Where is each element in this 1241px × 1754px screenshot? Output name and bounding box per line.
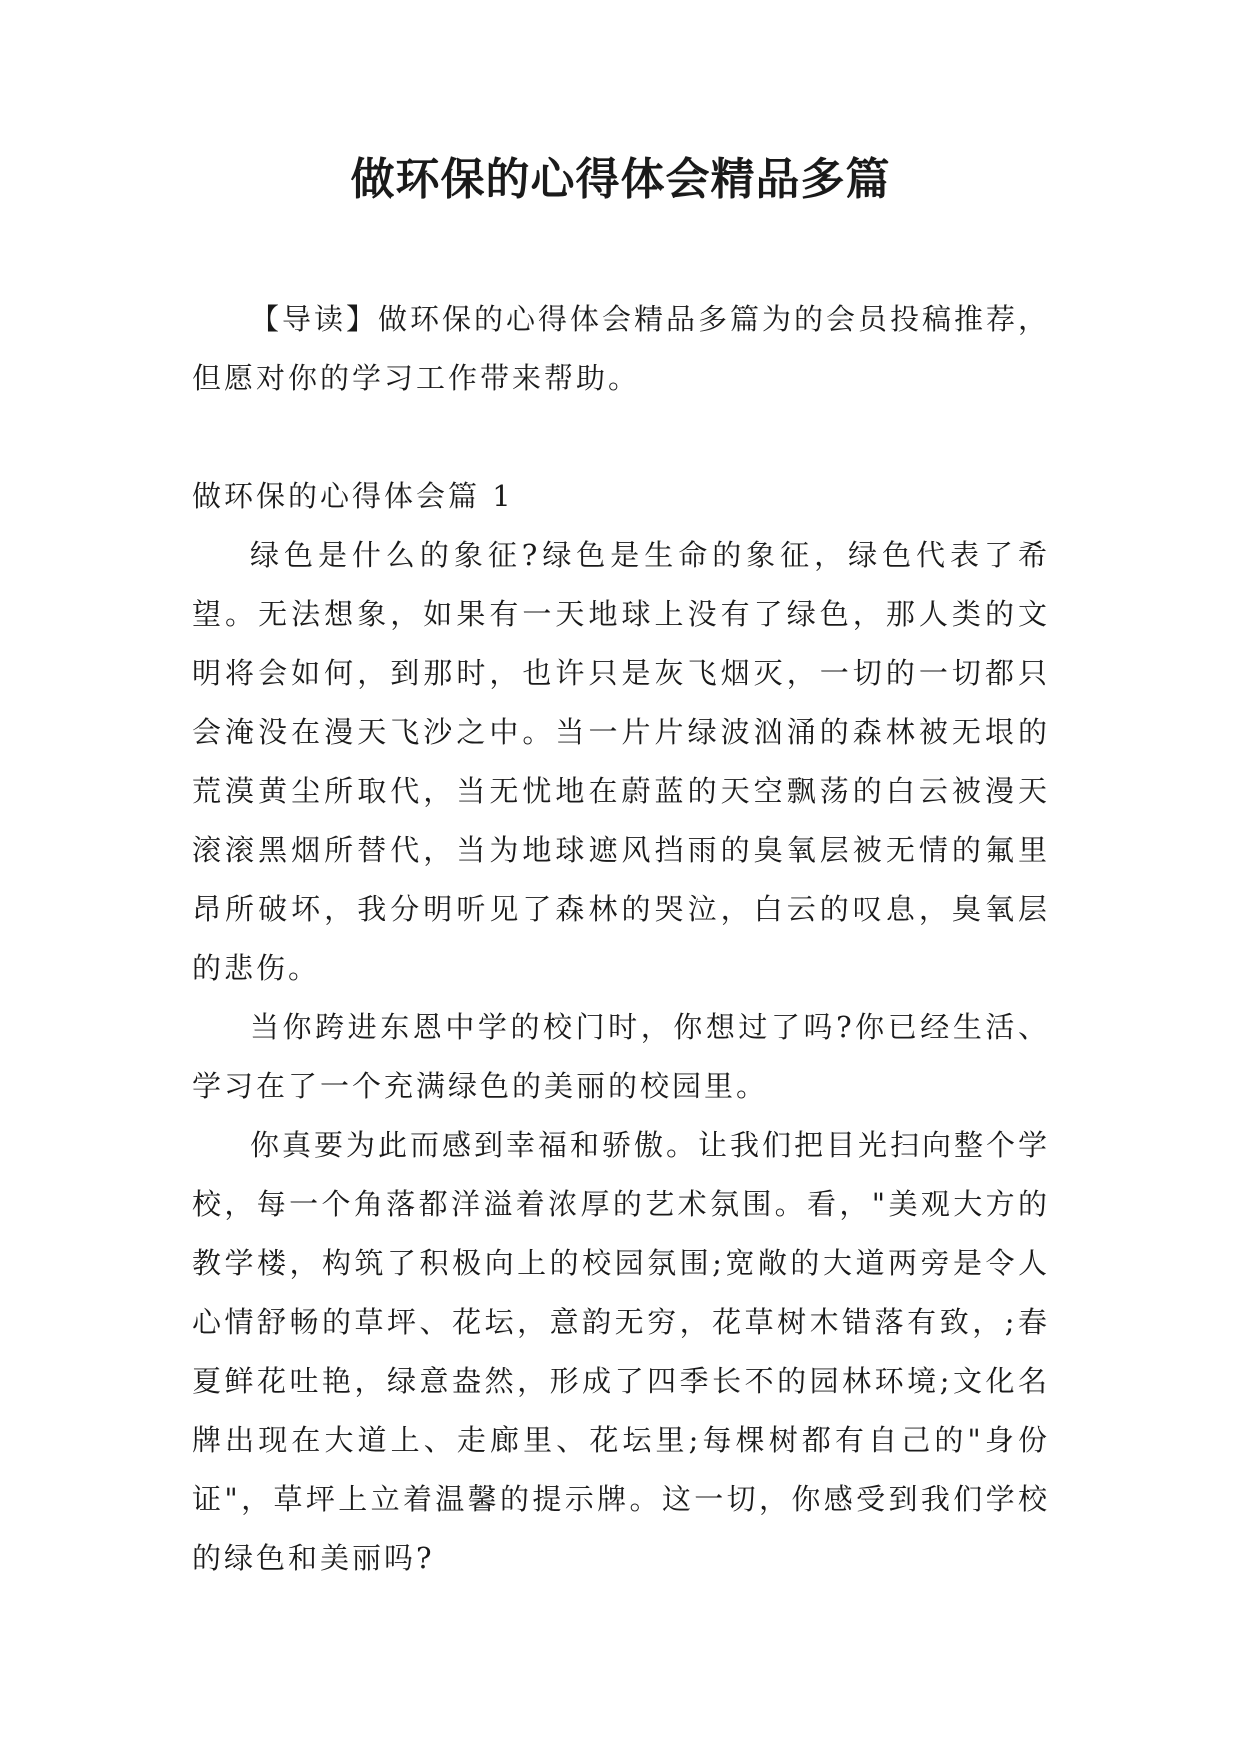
body-paragraph-3: 你真要为此而感到幸福和骄傲。让我们把目光扫向整个学校，每一个角落都洋溢着浓厚的艺术氛围。看，"美观大方的教学楼，构筑了积极向上的校园氛围;宽敞的大道两旁是令人心情舒畅的草坪、花坛，意韵无穷，花草树木错落有致，;春夏鲜花吐艳，绿意盎然，形成了四季长不的园林环境;文化名牌出现在大道上、走廊里、花坛里;每棵树都有自己的"身份证"，草坪上立着温馨的提示牌。这一切，你感受到我们学校的绿色和美丽吗? (192, 1128, 1051, 1575)
body-paragraph-1: 绿色是什么的象征?绿色是生命的象征，绿色代表了希望。无法想象，如果有一天地球上没有了绿色，那人类的文明将会如何，到那时，也许只是灰飞烟灭，一切的一切都只会淹没在漫天飞沙之中。当一片片绿波汹涌的森林被无垠的荒漠黄尘所取代，当无忧地在蔚蓝的天空飘荡的白云被漫天滚滚黑烟所替代，当为地球遮风挡雨的臭氧层被无情的氟里昂所破坏，我分明听见了森林的哭泣，白云的叹息，臭氧层的悲伤。 (192, 538, 1050, 985)
document-body (192, 290, 1050, 1588)
section-heading: 做环保的心得体会篇 1 (192, 479, 514, 513)
document-title: 做环保的心得体会精品多篇 (350, 154, 891, 205)
intro-paragraph: 【导读】做环保的心得体会精品多篇为的会员投稿推荐，但愿对你的学习工作带来帮助。 (192, 302, 1051, 395)
body-paragraph-2: 当你跨进东恩中学的校门时，你想过了吗?你已经生活、学习在了一个充满绿色的美丽的校园里。 (192, 1010, 1050, 1103)
